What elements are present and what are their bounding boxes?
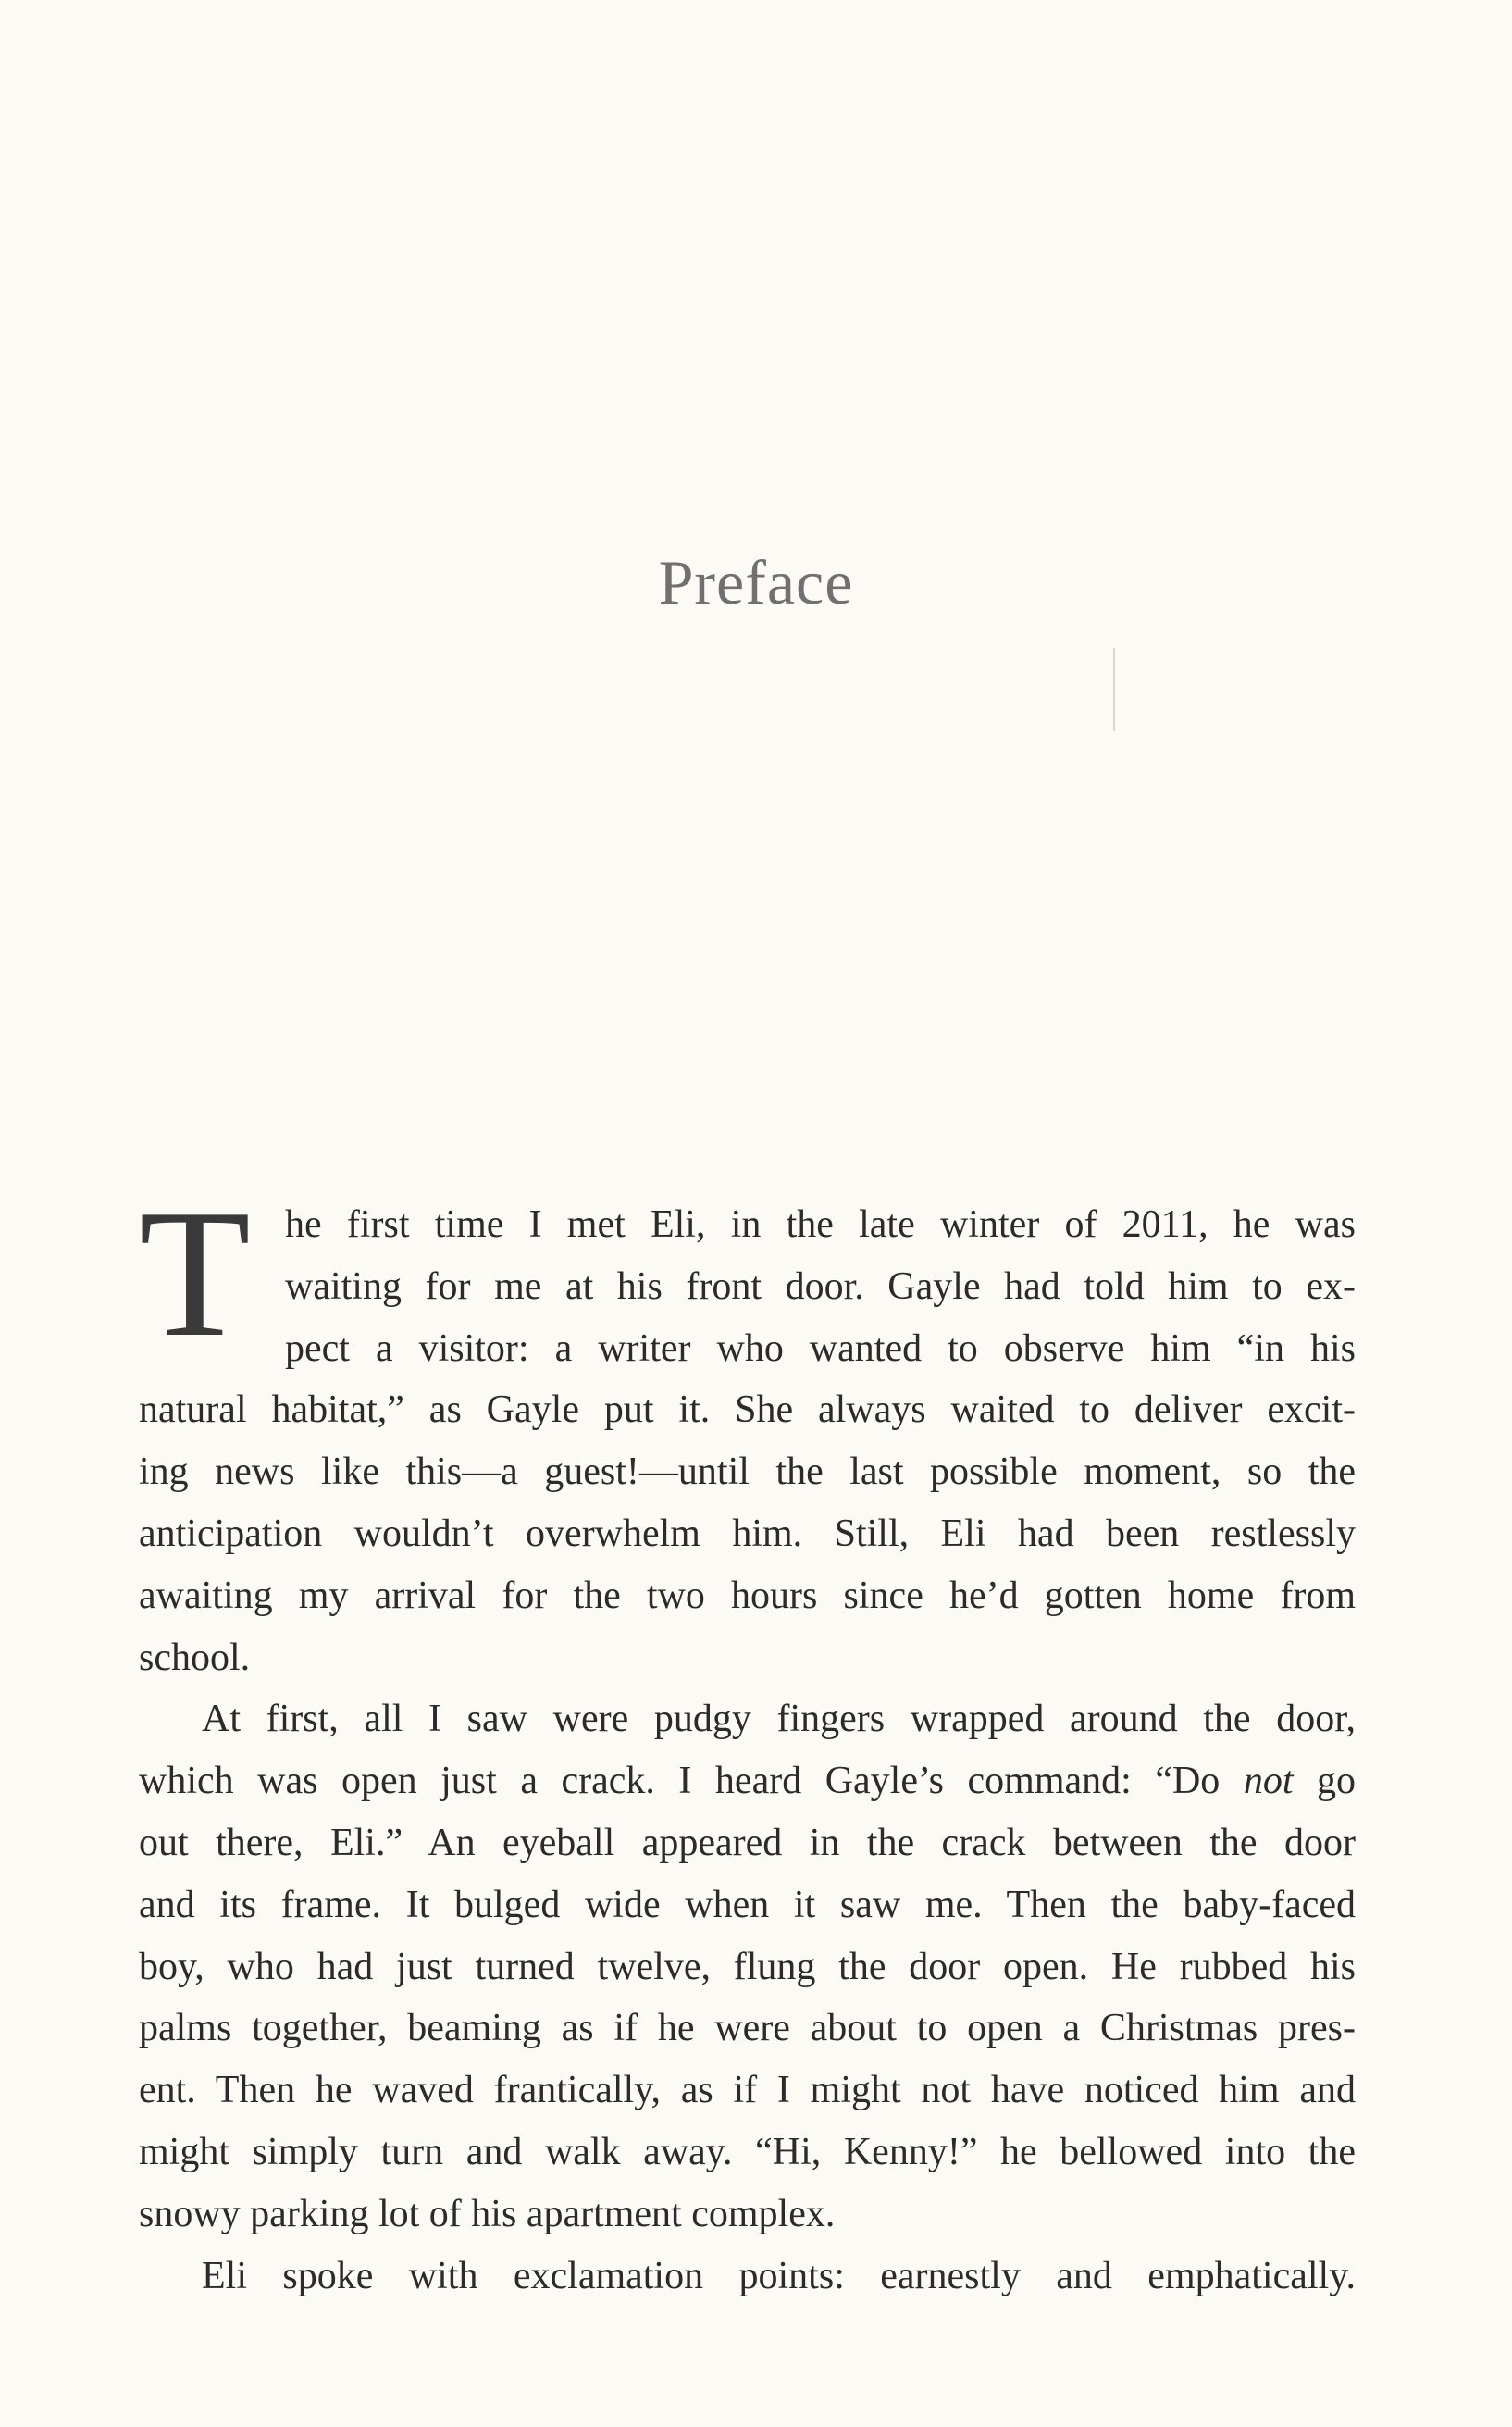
text-line — [139, 1750, 1356, 1812]
text-line: might simply turn and walk away. “Hi, Kenny!” he bellowed into the — [139, 2130, 1356, 2173]
text-line: pect a visitor: a writer who wanted to observe him “in his — [285, 1326, 1356, 1370]
scan-mark — [1113, 648, 1115, 731]
text-line: At first, all I saw were pudgy fingers wrapped around the door, — [202, 1698, 1356, 1741]
text-line: Eli spoke with exclamation points: earnestly and emphatically. — [202, 2254, 1356, 2297]
emphasis-text: not — [1243, 1760, 1294, 1803]
text-segment: go — [1293, 1760, 1356, 1803]
text-line: natural habitat,” as Gayle put it. She always waited to deliver excit- — [139, 1388, 1356, 1432]
text-line: school. — [139, 1636, 251, 1679]
text-line: he first time I met Eli, in the late winter of 2011, he was — [285, 1203, 1356, 1246]
text-line: boy, who had just turned twelve, flung the door open. He rubbed his — [139, 1945, 1356, 1988]
drop-cap: T — [139, 1172, 251, 1375]
text-line: out there, Eli.” An eyeball appeared in the crack between the door — [139, 1821, 1356, 1864]
text-line: awaiting my arrival for the two hours since he’d gotten home from — [139, 1574, 1356, 1617]
text-line: palms together, beaming as if he were about to open a Christmas pres- — [139, 2007, 1356, 2050]
body-text — [139, 1172, 1356, 2307]
chapter-title: Preface — [658, 547, 854, 617]
text-line: and its frame. It bulged wide when it saw me. Then the baby-faced — [139, 1883, 1356, 1926]
text-line: ent. Then he waved frantically, as if I might not have noticed him and — [139, 2069, 1356, 2112]
text-segment: which was open just a crack. I heard Gayle’s command: “Do — [139, 1760, 1244, 1803]
paragraph — [139, 1688, 1356, 2245]
text-line: waiting for me at his front door. Gayle had told him to ex- — [285, 1264, 1356, 1308]
opening-paragraph — [139, 1172, 1356, 1688]
text-line: snowy parking lot of his apartment complex. — [139, 2192, 836, 2235]
paragraph — [139, 2246, 1356, 2308]
text-line: anticipation wouldn’t overwhelm him. Still, Eli had been restlessly — [139, 1512, 1356, 1555]
text-line: ing news like this—a guest!—until the last possible moment, so the — [139, 1450, 1356, 1494]
